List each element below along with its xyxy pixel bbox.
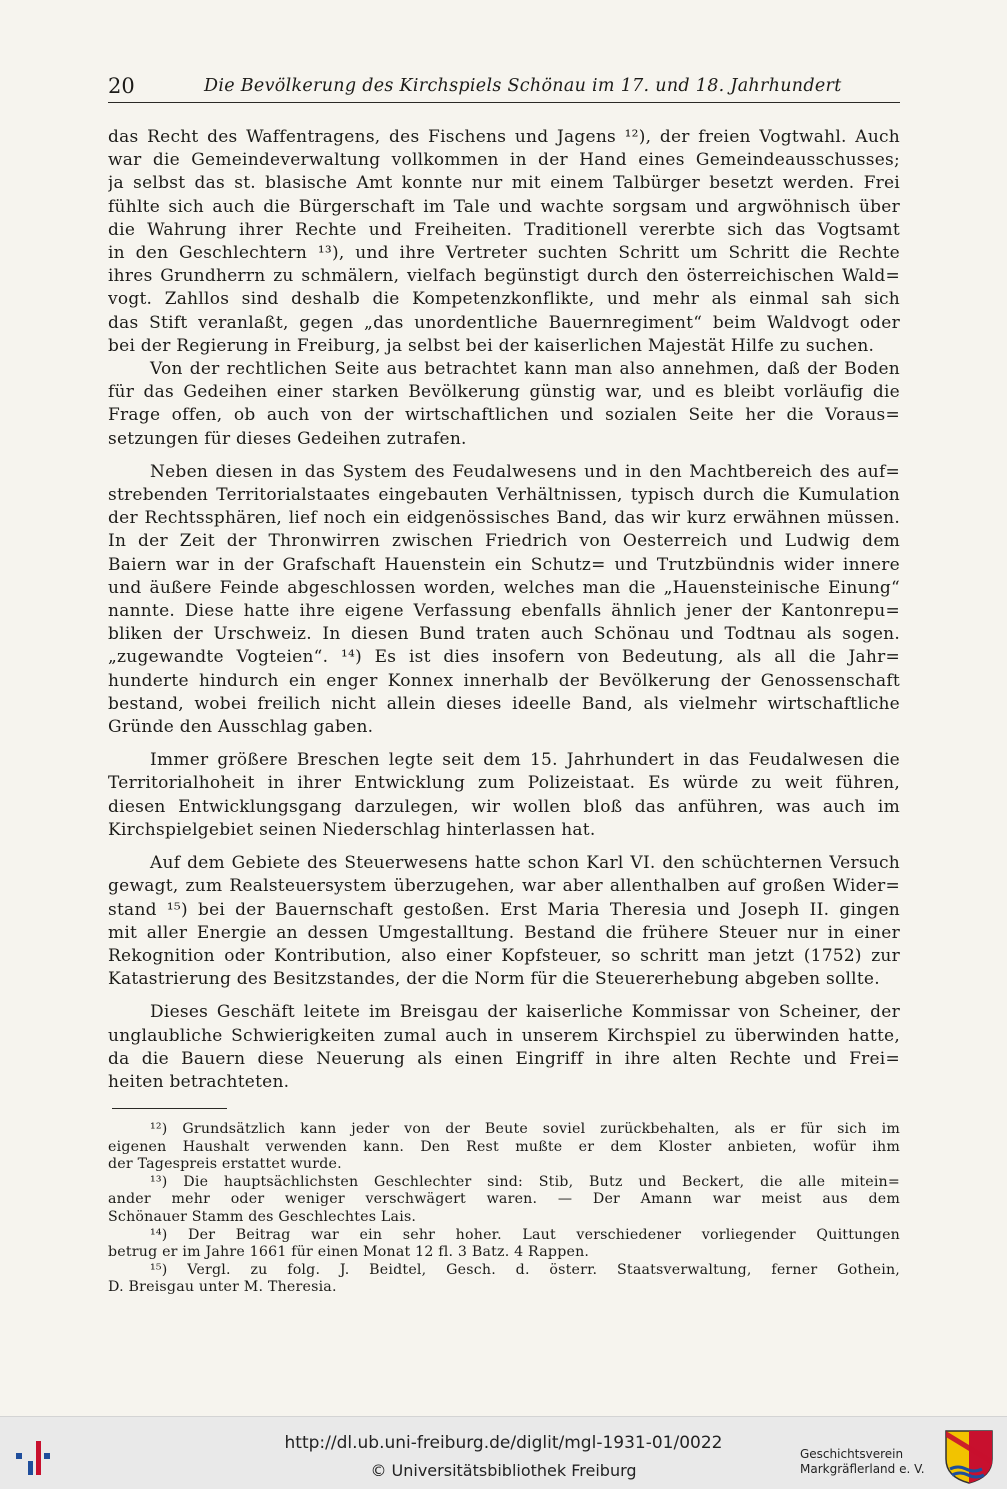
text-line: bei der Regierung in Freiburg, ja selbst bei der kaiserlichen Majestät Hilfe zu suchen. — [108, 335, 875, 356]
footnote-line: ¹⁴) Der Beitrag war ein sehr hoher. Laut verschiedener vorliegender Quittungen — [150, 1226, 900, 1243]
text-line: Territorialhoheit in ihrer Entwicklung zum Polizeistaat. Es würde zu weit führen, — [108, 773, 900, 794]
footnote-line: ¹²) Grundsätzlich kann jeder von der Beute soviel zurückbehalten, als er für sich im — [150, 1121, 900, 1137]
text-line: setzungen für dieses Gedeihen zutrafen. — [108, 428, 467, 449]
footnote-line: betrug er im Jahre 1661 für einen Monat 12 fl. 3 Batz. 4 Rappen. — [108, 1244, 590, 1261]
text-line: nannte. Diese hatte ihre eigene Verfassung ebenfalls ähnlich jener der Kantonrepu= — [108, 601, 900, 622]
paragraph — [108, 852, 900, 991]
footnotes — [108, 1121, 900, 1297]
text-line: Auf dem Gebiete des Steuerwesens hatte schon Karl VI. den schüchternen Versuch — [150, 853, 900, 874]
text-line: Gründe den Ausschlag gaben. — [108, 717, 374, 738]
text-line: Frage offen, ob auch von der wirtschaftlichen und sozialen Seite her die Voraus= — [108, 405, 900, 426]
paragraph — [108, 1001, 900, 1094]
text-line: in den Geschlechtern ¹³), und ihre Vertreter suchten Schritt um Schritt die Rechte — [108, 243, 900, 264]
viewer-footer — [0, 1416, 1007, 1489]
text-line: bestand, wobei freilich nicht allein dieses ideelle Band, als vielmehr wirtschaftliche — [108, 693, 900, 714]
text-line: Katastrierung des Besitzstandes, der die Norm für die Steuererhebung abgeben sollte. — [108, 969, 880, 990]
markgraeflerland-crest-icon[interactable] — [944, 1429, 994, 1485]
text-line: „zugewandte Vogteien“. ¹⁴) Es ist dies insofern von Bedeutung, als all die Jahr= — [108, 647, 900, 668]
paragraph — [108, 749, 900, 842]
page-header — [108, 72, 900, 103]
text-line: stand ¹⁵) bei der Bauernschaft gestoßen. Erst Maria Theresia und Joseph II. gingen — [108, 899, 900, 920]
text-line: das Stift veranlaßt, gegen „das unordentliche Bauernregiment“ beim Waldvogt oder — [108, 312, 900, 333]
text-line: Immer größere Breschen legte seit dem 15. Jahrhundert in das Feudalwesen die — [150, 750, 900, 771]
text-line: vogt. Zahllos sind deshalb die Kompetenzkonflikte, und mehr als einmal sah sich — [108, 289, 900, 310]
text-line: Neben diesen in das System des Feudalwesens und in den Machtbereich des auf= — [150, 461, 900, 482]
running-title: Die Bevölkerung des Kirchspiels Schönau im 17. und 18. Jahrhundert — [204, 76, 842, 96]
text-line: mit aller Energie an dessen Umgestalltung. Bestand die frühere Steuer nur in einer — [108, 922, 900, 943]
text-line: unglaubliche Schwierigkeiten zumal auch in unserem Kirchspiel zu überwinden hatte, — [108, 1025, 900, 1046]
text-line: der Rechtssphären, lief noch ein eidgenössisches Band, das wir kurz erwähnen müssen. — [108, 508, 900, 529]
text-line: Kirchspielgebiet seinen Niederschlag hinterlassen hat. — [108, 819, 596, 840]
text-line: für das Gedeihen einer starken Bevölkerung günstig war, und es bleibt vorläufig die — [108, 382, 900, 403]
text-line: strebenden Territorialstaates eingebauten Verhältnissen, typisch durch die Kumulation — [108, 485, 900, 506]
footnote-rule — [112, 1108, 227, 1109]
text-line: Dieses Geschäft leitete im Breisgau der kaiserliche Kommissar von Scheiner, der — [150, 1002, 900, 1023]
society-line-1: Geschichtsverein — [800, 1447, 904, 1461]
text-line: Von der rechtlichen Seite aus betrachtet kann man also annehmen, daß der Boden — [150, 359, 900, 380]
text-line: fühlte sich auch die Bürgerschaft im Tale und wachte sorgsam und argwöhnisch über — [108, 196, 900, 217]
paragraph — [108, 461, 900, 739]
text-line: Rekognition oder Kontribution, also einer Kopfsteuer, so schritt man jetzt (1752) zur — [108, 945, 900, 966]
text-line: ja selbst das st. blasische Amt konnte nur mit einem Talbürger besetzt werden. Frei — [108, 173, 900, 194]
footnote — [108, 1227, 900, 1262]
footnote-line: der Tagespreis erstattet wurde. — [108, 1156, 342, 1173]
society-line-2: Markgräflerland e. V. — [800, 1462, 925, 1476]
footnote — [108, 1174, 900, 1227]
text-line: diesen Entwicklungsgang darzulegen, wir wollen bloß das anführen, was auch im — [108, 796, 900, 817]
page-number: 20 — [108, 74, 135, 98]
paragraph — [108, 126, 900, 451]
text-line: die Wahrung ihrer Rechte und Freiheiten. Traditionell vererbte sich das Vogtsamt — [108, 219, 900, 240]
society-name — [800, 1447, 940, 1477]
text-line: In der Zeit der Thronwirren zwischen Friedrich von Oesterreich und Ludwig dem — [108, 531, 900, 552]
permalink-url[interactable]: http://dl.ub.uni-freiburg.de/diglit/mgl-1931-01/0022 — [284, 1433, 723, 1453]
footnote-line: D. Breisgau unter M. Theresia. — [108, 1279, 337, 1296]
footnote — [108, 1121, 900, 1174]
footnote-line: ¹⁵) Vergl. zu folg. J. Beidtel, Gesch. d. österr. Staatsverwaltung, ferner Gothein, — [150, 1261, 900, 1278]
footnote-line: ander mehr oder weniger verschwägert waren. — Der Amann war meist aus dem — [108, 1191, 900, 1208]
text-line: und äußere Feinde abgeschlossen worden, welches man die „Hauensteinische Einung“ — [108, 577, 900, 598]
footnote-line: Schönauer Stamm des Geschlechtes Lais. — [108, 1208, 417, 1225]
footnote-line: ¹³) Die hauptsächlichsten Geschlechter sind: Stib, Butz und Beckert, die alle mitein= — [150, 1173, 900, 1190]
text-line: ihres Grundherrn zu schmälern, vielfach begünstigt durch den österreichischen Wald= — [108, 266, 900, 287]
text-line: Baiern war in der Grafschaft Hauenstein ein Schutz= und Trutzbündnis wider innere — [108, 554, 900, 575]
text-line: da die Bauern diese Neuerung als einen Eingriff in ihre alten Rechte und Frei= — [108, 1048, 900, 1069]
text-line: hunderte hindurch ein enger Konnex innerhalb der Bevölkerung der Genossenschaft — [108, 670, 900, 691]
body-text — [108, 126, 900, 1104]
footnote — [108, 1262, 900, 1297]
footnote-line: eigenen Haushalt verwenden kann. Den Rest mußte er dem Kloster anbieten, wofür ihm — [108, 1138, 900, 1155]
copyright-notice: © Universitätsbibliothek Freiburg — [370, 1461, 637, 1480]
text-line: das Recht des Waffentragens, des Fischens und Jagens ¹²), der freien Vogtwahl. Auch — [108, 127, 900, 147]
text-line: war die Gemeindeverwaltung vollkommen in der Hand eines Gemeindeausschusses; — [108, 150, 900, 171]
text-line: heiten betrachteten. — [108, 1071, 290, 1092]
text-line: gewagt, zum Realsteuersystem überzugehen, war aber allenthalben auf großen Wider= — [108, 876, 900, 897]
text-line: bliken der Urschweiz. In diesen Bund traten auch Schönau und Todtnau als sogen. — [108, 624, 900, 645]
